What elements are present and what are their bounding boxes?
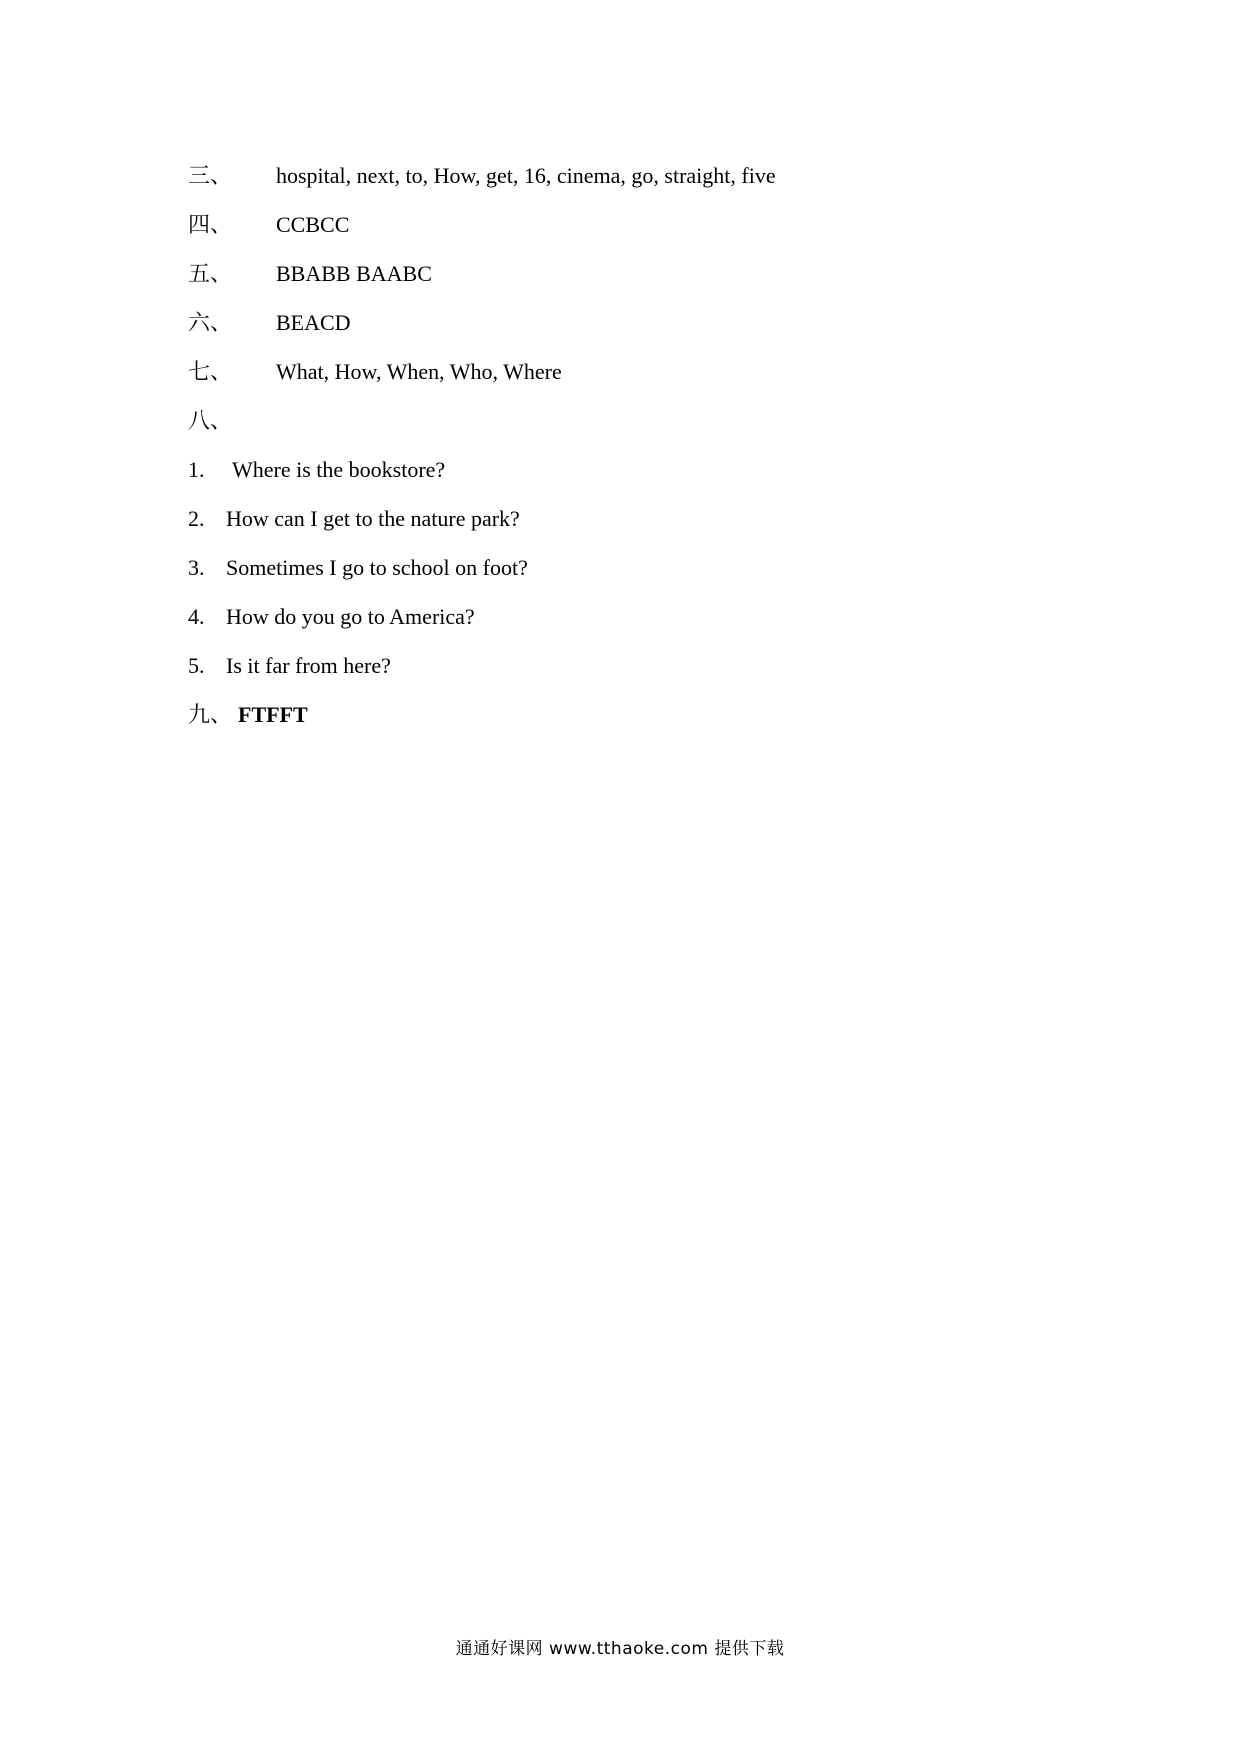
question-text: How do you go to America? — [226, 604, 475, 629]
question-text: Is it far from here? — [226, 653, 391, 678]
section-label: 三、 — [188, 163, 233, 188]
question-number: 5. — [188, 653, 205, 678]
question-number: 3. — [188, 555, 205, 580]
section-label: 五、 — [188, 261, 233, 286]
section-answer: What, How, When, Who, Where — [276, 359, 562, 384]
section-answer: CCBCC — [276, 212, 350, 237]
section-answer: FTFFT — [238, 702, 308, 727]
section-label: 四、 — [188, 212, 233, 237]
question-text: How can I get to the nature park? — [226, 506, 520, 531]
question-number: 4. — [188, 604, 205, 629]
section-answer: BBABB BAABC — [276, 261, 432, 286]
page-footer: 通通好课网 www.tthaoke.com 提供下载 — [455, 1639, 785, 1659]
section-answer: hospital, next, to, How, get, 16, cinema, go, straight, five — [276, 163, 776, 188]
question-number: 1. — [188, 457, 205, 482]
section-answer: BEACD — [276, 310, 351, 335]
question-number: 2. — [188, 506, 205, 531]
section-label: 九、 — [188, 702, 233, 727]
section-label: 七、 — [188, 359, 233, 384]
section-label: 六、 — [188, 310, 233, 335]
question-text: Sometimes I go to school on foot? — [226, 555, 528, 580]
section-label: 八、 — [188, 408, 233, 433]
question-text: Where is the bookstore? — [232, 457, 446, 482]
